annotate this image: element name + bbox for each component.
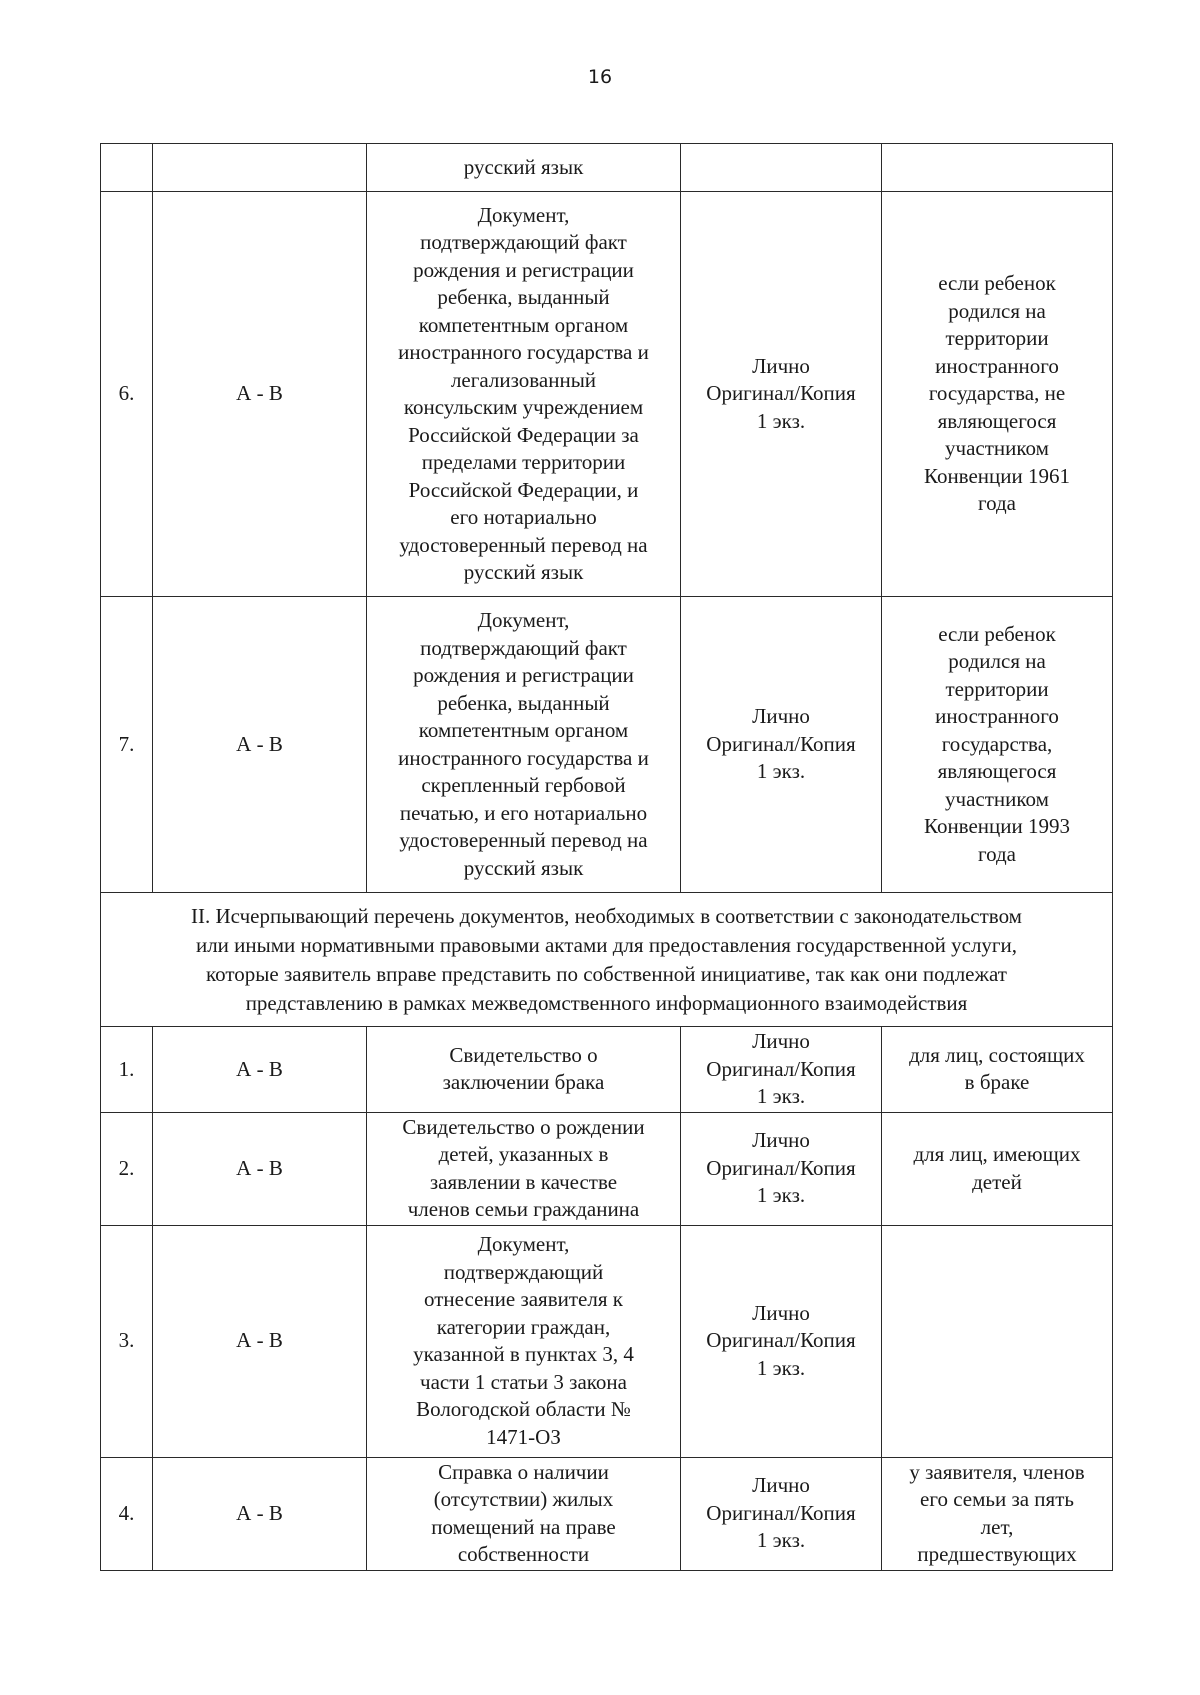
table-section-top: [101, 144, 1113, 893]
text-line: заявлении в качестве: [429, 1169, 618, 1194]
cell-note-text: [886, 1459, 1108, 1569]
text-line: если ребенок: [938, 621, 1056, 646]
text-line: 1 экз.: [756, 1355, 806, 1380]
cell-document-text: [371, 1042, 676, 1097]
text-line: категории граждан,: [436, 1314, 611, 1339]
cell-document-text: [371, 1231, 676, 1451]
text-line: помещений на праве: [431, 1514, 616, 1539]
cell-note: [882, 1027, 1113, 1113]
cell-document: [367, 1027, 681, 1113]
section-header-text: [109, 902, 1104, 1018]
text-line: 1 экз.: [756, 1528, 806, 1553]
text-line: русский язык: [463, 154, 584, 179]
text-line: консульским учреждением: [403, 395, 644, 419]
text-line: государства, не: [928, 381, 1066, 406]
table-row: [101, 1112, 1113, 1225]
text-line: родился на: [948, 298, 1046, 323]
text-line: являющегося: [937, 759, 1057, 784]
text-line: (отсутствии) жилых: [433, 1487, 614, 1511]
text-line: представлению в рамках межведомственного информационного взаимодействия: [245, 990, 968, 1015]
text-line: его семьи за пять: [920, 1487, 1074, 1511]
text-line: Вологодской области №: [416, 1397, 631, 1421]
table-row: [101, 144, 1113, 192]
text-line: 1471-ОЗ: [486, 1424, 561, 1449]
text-line: Конвенции 1961: [923, 463, 1070, 488]
text-line: русский язык: [463, 855, 584, 880]
cell-form: [681, 1112, 882, 1225]
text-line: года: [978, 841, 1016, 866]
text-line: года: [978, 491, 1016, 516]
cell-number-text: [105, 1500, 148, 1528]
cell-number-text: [105, 731, 148, 759]
text-line: его нотариально: [450, 505, 597, 529]
cell-code: [153, 597, 367, 893]
cell-code-text: [157, 1155, 362, 1183]
text-line: или иными нормативными правовыми актами для предоставления государственной услуги,: [195, 932, 1018, 957]
text-line: Документ,: [477, 1232, 570, 1256]
text-line: 1.: [118, 1056, 135, 1081]
text-line: 1 экз.: [756, 1183, 806, 1208]
cell-number: [101, 144, 153, 192]
cell-document-text: [371, 154, 676, 182]
cell-form-text: [685, 703, 877, 786]
text-line: Лично: [752, 1128, 810, 1153]
table-row: [101, 597, 1113, 893]
text-line: компетентным органом: [418, 312, 629, 337]
cell-code-text: [157, 1056, 362, 1084]
text-line: ребенка, выданный: [437, 690, 610, 715]
text-line: заключении брака: [442, 1070, 605, 1095]
text-line: 1 экз.: [756, 759, 806, 784]
text-line: Документ,: [477, 608, 570, 632]
text-line: 3.: [118, 1328, 135, 1353]
cell-code-text: [157, 380, 362, 408]
cell-form: [681, 1225, 882, 1457]
text-line: членов семьи гражданина: [407, 1197, 640, 1221]
cell-note: [882, 192, 1113, 597]
cell-document: [367, 1457, 681, 1570]
text-line: А - В: [236, 1328, 283, 1353]
cell-document: [367, 1225, 681, 1457]
cell-document-text: [371, 202, 676, 587]
text-line: II. Исчерпывающий перечень документов, необходимых в соответствии с законодательством: [191, 903, 1022, 928]
cell-note-text: [886, 621, 1108, 869]
text-line: в браке: [964, 1070, 1030, 1095]
text-line: Свидетельство о рождении: [402, 1114, 645, 1139]
text-line: Конвенции 1993: [923, 814, 1070, 839]
cell-note: [882, 144, 1113, 192]
text-line: иностранного: [935, 704, 1059, 729]
text-line: легализованный: [450, 367, 597, 392]
table-row: [101, 192, 1113, 597]
text-line: лет,: [980, 1514, 1014, 1539]
cell-number-text: [105, 1155, 148, 1183]
text-line: если ребенок: [938, 271, 1056, 296]
text-line: части 1 статьи 3 закона: [420, 1369, 627, 1394]
text-line: Свидетельство о: [449, 1042, 598, 1067]
text-line: детей: [972, 1169, 1022, 1194]
page-number: 16: [587, 66, 613, 88]
documents-table: [100, 143, 1113, 1571]
cell-number: [101, 1457, 153, 1570]
text-line: 2.: [118, 1155, 135, 1180]
cell-number: [101, 597, 153, 893]
cell-document: [367, 1112, 681, 1225]
text-line: которые заявитель вправе представить по собственной инициативе, так как они подлежат: [206, 961, 1007, 986]
text-line: у заявителя, членов: [909, 1459, 1085, 1484]
cell-form: [681, 1457, 882, 1570]
cell-note-text: [886, 270, 1108, 518]
cell-number: [101, 1027, 153, 1113]
cell-code-text: [157, 731, 362, 759]
text-line: Справка о наличии: [438, 1459, 609, 1484]
cell-document-text: [371, 607, 676, 882]
cell-number: [101, 1112, 153, 1225]
cell-code-text: [157, 1500, 362, 1528]
text-line: А - В: [236, 1056, 283, 1081]
text-line: 1 экз.: [756, 408, 806, 433]
cell-note: [882, 1112, 1113, 1225]
cell-document: [367, 597, 681, 893]
text-line: Лично: [752, 353, 810, 378]
text-line: А - В: [236, 731, 283, 756]
text-line: являющегося: [937, 408, 1057, 433]
cell-note-text: [886, 1042, 1108, 1097]
cell-form: [681, 192, 882, 597]
text-line: Российской Федерации, и: [408, 477, 639, 502]
text-line: подтверждающий факт: [420, 635, 627, 660]
text-line: Оригинал/Копия: [706, 1056, 856, 1081]
text-line: детей, указанных в: [438, 1142, 609, 1166]
section-header-row: [101, 893, 1113, 1027]
text-line: рождения и регистрации: [413, 663, 634, 687]
text-line: родился на: [948, 649, 1046, 674]
text-line: Российской Федерации за: [408, 422, 639, 447]
text-line: Документ,: [477, 202, 570, 227]
text-line: 1 экз.: [756, 1084, 806, 1108]
cell-number: [101, 192, 153, 597]
cell-form: [681, 144, 882, 192]
text-line: А - В: [236, 1500, 283, 1525]
text-line: Оригинал/Копия: [706, 1500, 856, 1525]
cell-form-text: [685, 1127, 877, 1210]
text-line: иностранного: [935, 353, 1059, 378]
text-line: для лиц, состоящих: [909, 1042, 1085, 1067]
cell-code: [153, 1112, 367, 1225]
table-row: [101, 1225, 1113, 1457]
cell-form-text: [685, 1300, 877, 1383]
text-line: территории: [945, 676, 1049, 701]
text-line: отнесение заявителя к: [424, 1287, 623, 1311]
table-section-header: [101, 893, 1113, 1027]
text-line: удостоверенный перевод на: [399, 532, 648, 557]
cell-note-text: [886, 1141, 1108, 1196]
cell-note: [882, 1457, 1113, 1570]
table-section-bottom: [101, 1027, 1113, 1571]
text-line: Лично: [752, 1473, 810, 1498]
text-line: Оригинал/Копия: [706, 381, 856, 406]
text-line: 6.: [118, 381, 135, 406]
text-line: удостоверенный перевод на: [399, 828, 648, 852]
text-line: государства,: [941, 731, 1053, 756]
text-line: русский язык: [463, 560, 584, 584]
cell-form-text: [685, 1028, 877, 1111]
cell-note: [882, 1225, 1113, 1457]
cell-code: [153, 192, 367, 597]
text-line: А - В: [236, 1155, 283, 1180]
text-line: Оригинал/Копия: [706, 1328, 856, 1353]
cell-number-text: [105, 1056, 148, 1084]
cell-form: [681, 597, 882, 893]
text-line: подтверждающий факт: [420, 230, 627, 254]
cell-number-text: [105, 1327, 148, 1355]
text-line: компетентным органом: [418, 718, 629, 742]
text-line: 7.: [118, 731, 135, 756]
text-line: собственности: [457, 1542, 590, 1566]
text-line: Лично: [752, 1029, 810, 1053]
text-line: печатью, и его нотариально: [399, 800, 648, 825]
text-line: А - В: [236, 381, 283, 406]
text-line: пределами территории: [421, 450, 626, 474]
table-row: [101, 1027, 1113, 1113]
cell-form-text: [685, 1472, 877, 1555]
text-line: Лично: [752, 704, 810, 729]
cell-code: [153, 144, 367, 192]
text-line: территории: [945, 326, 1049, 351]
cell-document-text: [371, 1114, 676, 1224]
cell-form-text: [685, 353, 877, 436]
section-header-cell: [101, 893, 1113, 1027]
text-line: Оригинал/Копия: [706, 731, 856, 756]
cell-code-text: [157, 1327, 362, 1355]
cell-document: [367, 192, 681, 597]
text-line: 4.: [118, 1500, 135, 1525]
text-line: подтверждающий: [443, 1259, 604, 1284]
text-line: иностранного государства и: [398, 340, 649, 364]
cell-note: [882, 597, 1113, 893]
text-line: указанной в пунктах 3, 4: [413, 1342, 634, 1366]
cell-number-text: [105, 380, 148, 408]
cell-code: [153, 1457, 367, 1570]
cell-code: [153, 1225, 367, 1457]
text-line: предшествующих: [917, 1542, 1077, 1566]
text-line: ребенка, выданный: [437, 285, 610, 309]
cell-form: [681, 1027, 882, 1113]
cell-code: [153, 1027, 367, 1113]
text-line: участником: [945, 436, 1049, 461]
text-line: участником: [945, 786, 1049, 811]
cell-number: [101, 1225, 153, 1457]
text-line: рождения и регистрации: [413, 257, 634, 282]
text-line: для лиц, имеющих: [913, 1142, 1081, 1166]
cell-document: [367, 144, 681, 192]
text-line: иностранного государства и: [398, 745, 649, 770]
text-line: Лично: [752, 1300, 810, 1325]
text-line: Оригинал/Копия: [706, 1155, 856, 1180]
text-line: скрепленный гербовой: [421, 773, 626, 797]
table-row: [101, 1457, 1113, 1570]
cell-document-text: [371, 1459, 676, 1569]
